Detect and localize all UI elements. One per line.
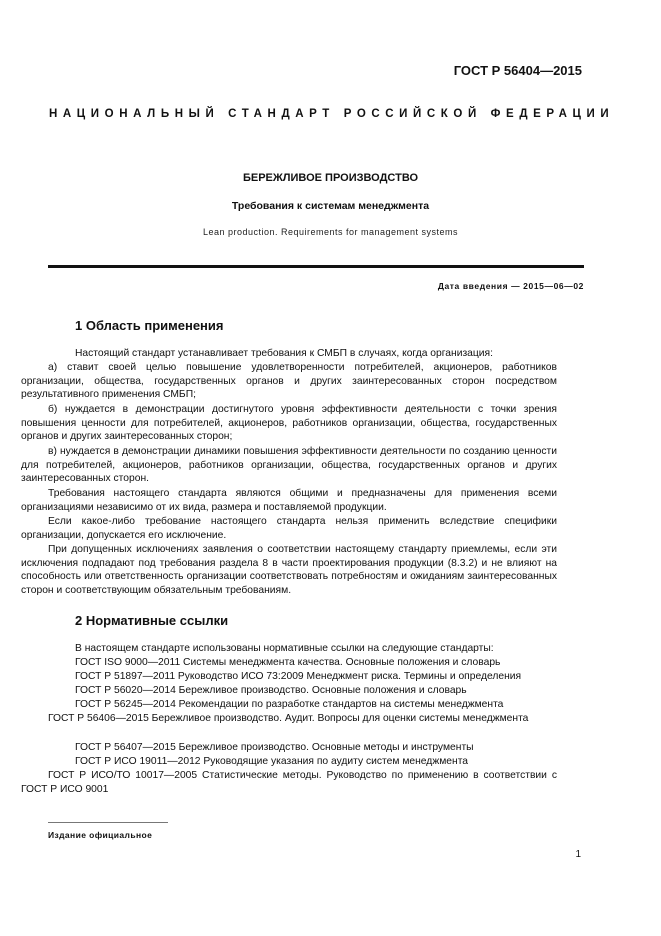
english-title: Lean production. Requirements for management systems [202, 227, 459, 237]
page-number: 1 [575, 849, 581, 860]
edition-label: Издание официальное [48, 830, 153, 840]
introduction-date: Дата введения — 2015—06—02 [437, 281, 584, 291]
document-subtitle: Требования к системам менеджмента [231, 200, 430, 212]
reference-item: ГОСТ Р 56406—2015 Бережливое производство. Аудит. Вопросы для оценки системы менеджмента [48, 713, 529, 724]
section-1-paragraph-general: Требования настоящего стандарта являются общими и предназначены для применения всеми организациями независимо от их вида, размера и поставляемой продукции. [21, 488, 557, 513]
reference-item: ГОСТ ISO 9000—2011 Системы менеджмента качества. Основные положения и словарь [75, 657, 501, 668]
reference-item: ГОСТ Р 56245—2014 Рекомендации по разработке стандартов на системы менеджмента [75, 699, 504, 710]
reference-item: ГОСТ Р 51897—2011 Руководство ИСО 73:2009 Менеджмент риска. Термины и определения [75, 671, 522, 682]
section-1-paragraph-intro: Настоящий стандарт устанавливает требования к СМБП в случаях, когда организация: [75, 348, 493, 359]
section-1-paragraph-exclusion: Если какое-либо требование настоящего стандарта нельзя применить вследствие специфики организации, допускается его исключение. [21, 516, 557, 541]
section-2-intro: В настоящем стандарте использованы нормативные ссылки на следующие стандарты: [75, 643, 494, 654]
section-1-paragraph-conformity: При допущенных исключениях заявления о соответствии настоящему стандарту приемлемы, если эти исключения подпадают под требования раздела 8 в части проектирования продукции (8.3.2) и не влияют на способность или ответственность организации соответствовать потребностям и ожиданиям заинтересованных сторон и соответствующим обязательным требованиям. [21, 544, 557, 596]
title-divider [48, 265, 584, 268]
section-1-heading: 1 Область применения [75, 318, 224, 333]
reference-item: ГОСТ Р ИСО/ТО 10017—2005 Статистические методы. Руководство по применению в соответствии с ГОСТ Р ИСО 9001 [21, 770, 557, 795]
document-title: БЕРЕЖЛИВОЕ ПРОИЗВОДСТВО [242, 172, 419, 184]
document-code: ГОСТ Р 56404—2015 [453, 63, 582, 78]
section-1-item-a: а) ставит своей целью повышение удовлетворенности потребителей, акционеров, работников организации, общества, государственных органов и других заинтересованных сторон посредством результативного применения СМБП; [21, 362, 557, 401]
reference-item: ГОСТ Р 56020—2014 Бережливое производство. Основные положения и словарь [75, 685, 467, 696]
footer-divider [48, 822, 168, 823]
section-2-heading: 2 Нормативные ссылки [75, 613, 229, 628]
section-1-item-v: в) нуждается в демонстрации динамики повышения эффективности деятельности по созданию ценности для потребителей, акционеров, работников организации, общества, государственных органов и других заинтересованных сторон. [21, 446, 557, 485]
section-1-item-b: б) нуждается в демонстрации достигнутого уровня эффективности деятельности с точки зрения повышения ценности для потребителей, акционеров, работников организации, общества, государственных органов и других заинтересованных сторон; [21, 404, 557, 443]
reference-item: ГОСТ Р 56407—2015 Бережливое производство. Основные методы и инструменты [75, 742, 474, 753]
reference-item: ГОСТ Р ИСО 19011—2012 Руководящие указания по аудиту систем менеджмента [75, 756, 469, 767]
national-standard-line: НАЦИОНАЛЬНЫЙ СТАНДАРТ РОССИЙСКОЙ ФЕДЕРАЦИИ [49, 108, 615, 120]
